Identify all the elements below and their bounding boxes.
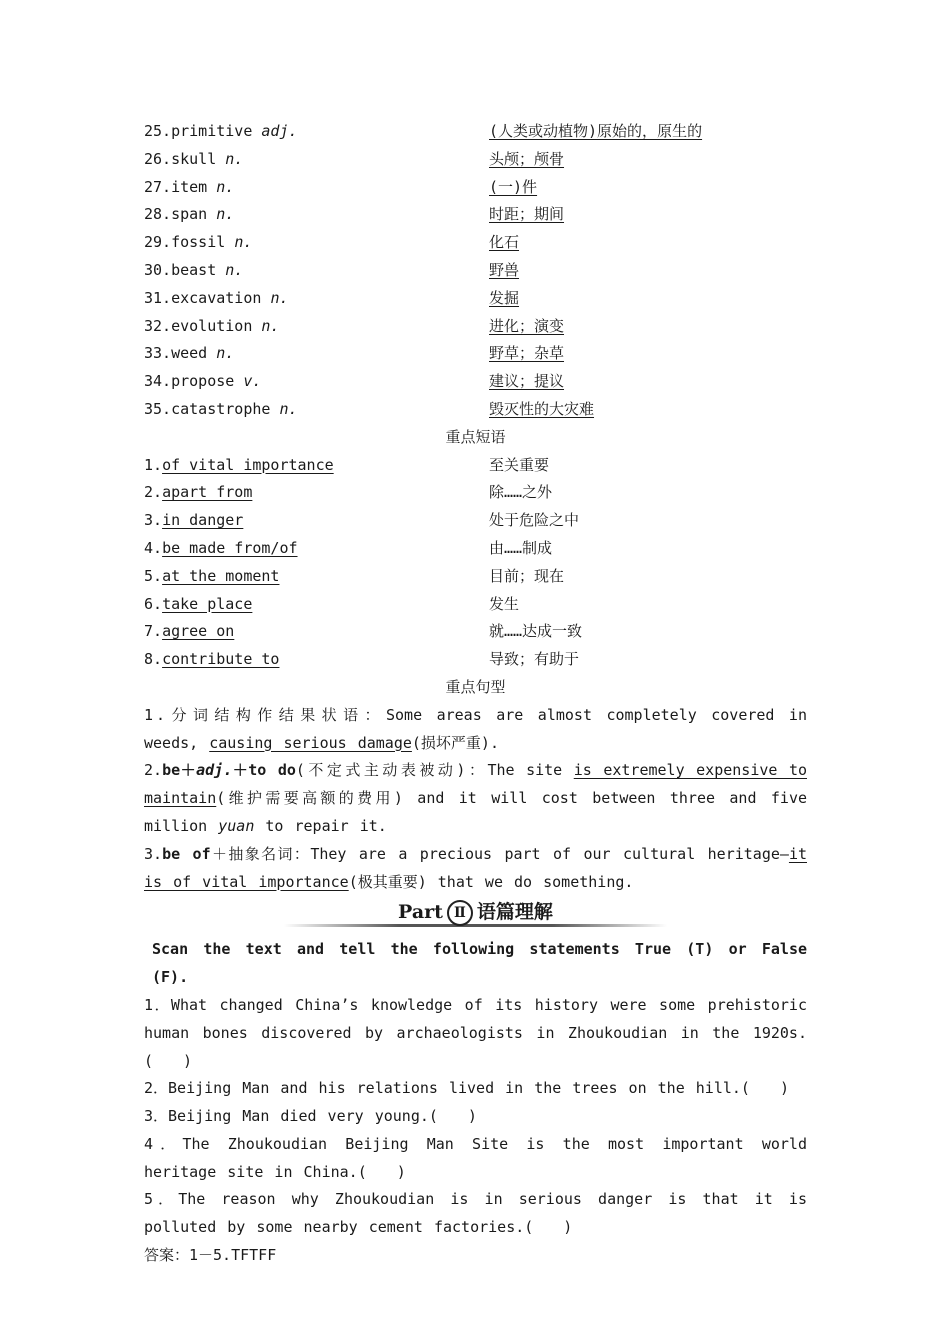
- vocab-meaning: 发掘: [489, 288, 520, 307]
- vocab-word: [144, 396, 298, 424]
- phrase-entry: [144, 563, 279, 591]
- phrase-entry: [144, 646, 279, 674]
- vocab-meaning: 建议；提议: [489, 372, 565, 391]
- part-subtitle: 语篇理解: [476, 901, 553, 924]
- vocab-number: 25.: [144, 122, 172, 140]
- statement-item: 1．What changed China’s knowledge of its history were some prehistoric human bones discovered by archaeologists in Zhoukoudian in the 1920s.( ): [144, 995, 807, 1070]
- phrase-text: contribute to: [162, 650, 280, 669]
- phrase-row: [144, 563, 807, 591]
- sentence-2-underlined: is extremely expensive to maintain: [144, 761, 807, 808]
- phrase-entry: [144, 535, 298, 563]
- part-heading: [144, 898, 807, 932]
- sentence-2-text: The site: [487, 761, 574, 780]
- vocab-word: [144, 146, 243, 174]
- statement-item: 3．Beijing Man died very young.( ): [144, 1107, 477, 1126]
- sentence-3-pattern: be of: [162, 844, 211, 863]
- sentence-3-underlined: it is of vital importance: [144, 844, 807, 891]
- sentence-2-rest-2: to repair it.: [254, 816, 387, 835]
- sentence-pattern-1: [144, 702, 807, 758]
- sentence-2-number: 2.: [144, 761, 163, 780]
- phrase-meaning: 处于危险之中: [489, 511, 580, 530]
- vocab-term: fossil: [171, 233, 226, 252]
- vocab-term: evolution: [171, 316, 253, 335]
- phrase-meaning: 除……之外: [489, 483, 553, 502]
- phrase-number: 3.: [144, 511, 163, 530]
- vocab-part-of-speech: v.: [243, 372, 262, 391]
- phrase-number: 8.: [144, 650, 163, 669]
- vocab-number: 30.: [144, 260, 172, 279]
- phrase-row: [144, 507, 807, 535]
- phrase-entry: [144, 591, 252, 619]
- sentence-2-pattern-adj: adj.: [196, 761, 233, 780]
- vocab-meaning: 毁灭性的大灾难: [489, 399, 595, 418]
- phrase-text: take place: [162, 594, 253, 613]
- sentence-1-label: 1.分词结构作结果状语：: [144, 705, 386, 724]
- part-title: [144, 898, 807, 926]
- vocab-meaning: 头颅；颅骨: [489, 149, 565, 168]
- sentence-1-underlined: causing serious damage: [209, 733, 412, 752]
- vocab-word: [144, 118, 298, 146]
- vocab-row: [144, 257, 807, 285]
- vocab-row: [144, 285, 807, 313]
- vocab-meaning: 进化；演变: [489, 316, 565, 335]
- sentence-2-rest-1: and it will cost between three and five million: [144, 789, 808, 835]
- vocab-term: item: [171, 177, 208, 196]
- phrase-meaning: 至关重要: [489, 455, 550, 474]
- phrase-number: 5.: [144, 566, 163, 585]
- vocab-meaning: 野兽: [489, 260, 520, 279]
- vocab-part-of-speech: adj.: [261, 122, 298, 140]
- phrase-meaning: 就……达成一致: [489, 622, 583, 641]
- sentences-heading: 重点句型: [445, 677, 506, 696]
- vocab-row: [144, 229, 807, 257]
- vocab-part-of-speech: n.: [216, 344, 235, 363]
- sentence-3-number: 3.: [144, 844, 163, 863]
- phrase-text: in danger: [162, 511, 244, 530]
- vocab-number: 29.: [144, 233, 172, 252]
- sentence-2-pattern-a: be＋: [162, 761, 197, 780]
- part-prefix: Part: [398, 901, 443, 924]
- phrase-text: of vital importance: [162, 455, 334, 474]
- vocab-term: propose: [171, 372, 235, 391]
- exercise-instruction: Scan the text and tell the following statements True (T) or False (F).: [152, 940, 807, 987]
- sentence-pattern-2: [144, 757, 807, 840]
- sentence-2-pattern-b: ＋to do: [232, 761, 296, 780]
- vocab-number: 35.: [144, 399, 172, 418]
- statement-item: 4．The Zhoukoudian Beijing Man Site is the most important world heritage site in China.( ): [144, 1134, 807, 1181]
- vocab-word: [144, 313, 279, 341]
- vocab-number: 26.: [144, 149, 172, 168]
- vocab-row: [144, 146, 807, 174]
- sentence-3-note: (极其重要): [348, 872, 427, 891]
- vocab-term: excavation: [171, 288, 262, 307]
- vocab-word: [144, 229, 252, 257]
- vocab-number: 33.: [144, 344, 172, 363]
- phrase-row: [144, 646, 807, 674]
- phrase-number: 1.: [144, 455, 163, 474]
- statement-item: 2．Beijing Man and his relations lived in the trees on the hill.( ): [144, 1079, 789, 1098]
- vocab-number: 31.: [144, 288, 172, 307]
- sentence-1-note: (损坏严重).: [411, 733, 499, 752]
- vocab-word: [144, 368, 261, 396]
- phrase-row: [144, 452, 807, 480]
- vocab-meaning: 野草；杂草: [489, 344, 565, 363]
- vocab-word: [144, 201, 234, 229]
- vocab-part-of-speech: n.: [234, 233, 253, 252]
- vocab-term: span: [171, 205, 208, 224]
- statement-item: 5．The reason why Zhoukoudian is in serious danger is that it is polluted by some nearby cement factories.( ): [144, 1190, 807, 1237]
- vocab-row: [144, 118, 807, 146]
- vocab-number: 27.: [144, 177, 172, 196]
- phrase-text: apart from: [162, 483, 253, 502]
- phrase-entry: [144, 507, 243, 535]
- vocab-row: [144, 313, 807, 341]
- phrase-meaning: 发生: [489, 594, 520, 613]
- vocab-meaning: 化石: [489, 233, 520, 252]
- vocab-row: [144, 174, 807, 202]
- vocab-part-of-speech: n.: [225, 260, 244, 279]
- vocab-row: [144, 368, 807, 396]
- vocab-word: [144, 257, 243, 285]
- document-page: [144, 118, 807, 1270]
- phrase-row: [144, 479, 807, 507]
- sentence-2-note: (维护需要高额的费用): [216, 789, 403, 808]
- vocab-row: [144, 340, 807, 368]
- vocab-meaning: 时距；期间: [489, 205, 565, 224]
- vocab-term: catastrophe: [171, 399, 271, 418]
- phrase-row: [144, 591, 807, 619]
- phrase-number: 4.: [144, 538, 163, 557]
- sentence-3-label: ＋抽象名词：: [210, 844, 311, 863]
- sentence-pattern-3: [144, 841, 807, 897]
- phrase-text: agree on: [162, 622, 235, 641]
- phrase-meaning: 目前；现在: [489, 566, 565, 585]
- vocab-term: primitive: [171, 122, 253, 140]
- vocab-number: 32.: [144, 316, 172, 335]
- sentence-3-rest: that we do something.: [426, 872, 634, 891]
- sentence-1-text: Some areas are almost completely covered in weeds,: [144, 705, 807, 752]
- phrase-row: [144, 535, 807, 563]
- vocab-part-of-speech: n.: [216, 177, 235, 196]
- vocab-row: [144, 396, 807, 424]
- vocab-part-of-speech: n.: [225, 149, 244, 168]
- vocab-word: [144, 174, 234, 202]
- phrase-entry: [144, 618, 234, 646]
- sentence-2-yuan: yuan: [218, 816, 255, 835]
- vocab-number: 34.: [144, 372, 172, 391]
- vocab-term: skull: [171, 149, 217, 168]
- vocab-part-of-speech: n.: [216, 205, 235, 224]
- phrase-entry: [144, 479, 252, 507]
- vocabulary-list: [144, 118, 807, 424]
- vocab-term: beast: [171, 260, 217, 279]
- phrases-heading: 重点短语: [445, 427, 506, 446]
- vocab-part-of-speech: n.: [270, 288, 289, 307]
- statement-list: [144, 992, 807, 1242]
- vocab-word: [144, 340, 234, 368]
- phrase-number: 2.: [144, 483, 163, 502]
- part-roman-numeral-badge: Ⅱ: [447, 900, 473, 926]
- vocab-number: 28.: [144, 205, 172, 224]
- vocab-meaning: (人类或动植物)原始的，原生的: [489, 122, 703, 140]
- vocab-meaning: (一)件: [489, 177, 538, 196]
- vocab-term: weed: [171, 344, 208, 363]
- vocab-word: [144, 285, 289, 313]
- sentence-3-text: They are a precious part of our cultural heritage—: [310, 844, 789, 863]
- vocab-part-of-speech: n.: [261, 316, 280, 335]
- phrase-row: [144, 618, 807, 646]
- phrase-entry: [144, 452, 334, 480]
- vocab-part-of-speech: n.: [279, 399, 298, 418]
- vocab-row: [144, 201, 807, 229]
- phrase-number: 7.: [144, 622, 163, 641]
- answer-key: 答案：1－5.TFTFF: [144, 1246, 277, 1265]
- sentence-2-label: (不定式主动表被动)：: [295, 761, 488, 780]
- phrase-text: be made from/of: [162, 538, 298, 557]
- phrase-meaning: 由……制成: [489, 538, 553, 557]
- phrase-meaning: 导致；有助于: [489, 650, 580, 669]
- phrase-number: 6.: [144, 594, 163, 613]
- phrase-list: [144, 452, 807, 674]
- phrase-text: at the moment: [162, 566, 280, 585]
